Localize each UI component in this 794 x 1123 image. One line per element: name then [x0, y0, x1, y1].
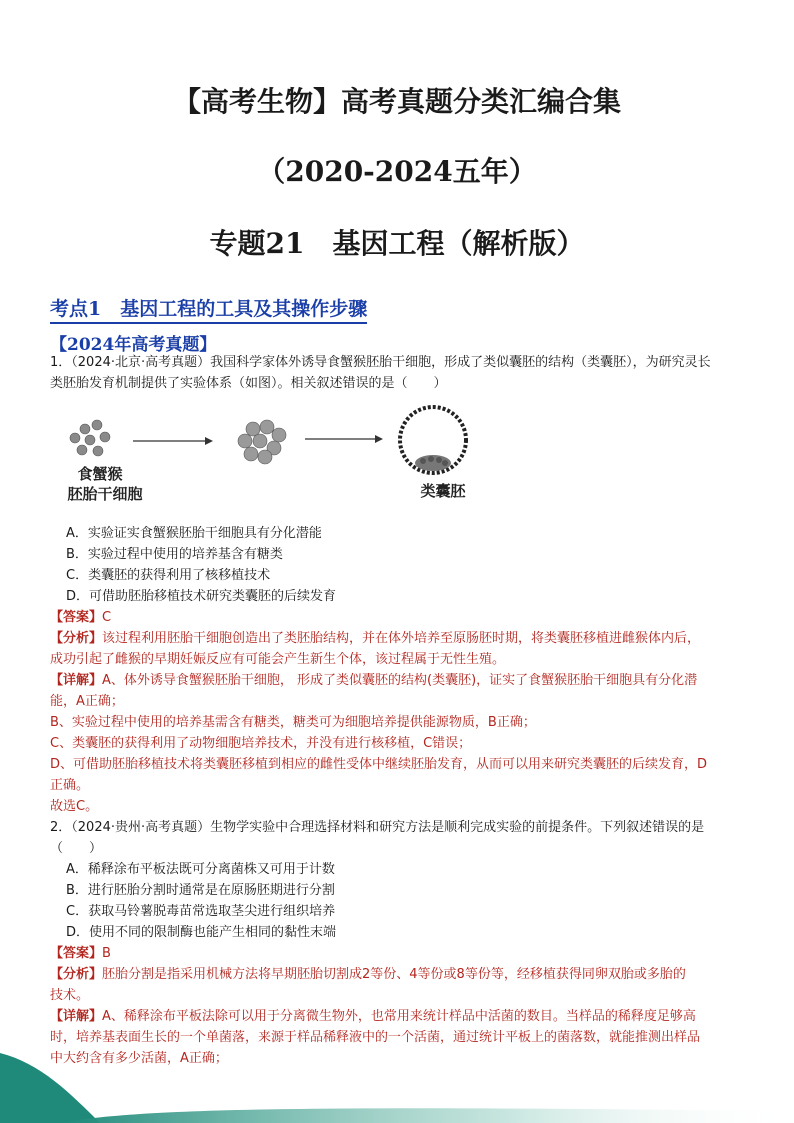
q2-detail-line2: 时，培养基表面生长的一个单菌落，来源于样品稀释液中的一个活菌，通过统计平板上的菌落数，就能推测出样品	[50, 1030, 701, 1045]
q1-analysis-line1	[50, 628, 762, 649]
q2-option-c: C．获取马铃薯脱毒苗常选取茎尖进行组织培养	[66, 904, 336, 919]
q1-stem-line1: 1．（2024·北京·高考真题）我国科学家体外诱导食蟹猴胚胎干细胞，形成了类似囊胚的结构（类囊胚），为研究灵长	[50, 355, 711, 370]
q2-option-a: A．稀释涂布平板法既可分离菌株又可用于计数	[66, 862, 335, 877]
analysis-tag: 【分析】	[50, 631, 103, 646]
answer-value: C	[102, 610, 112, 625]
footer-decoration	[0, 1033, 794, 1123]
q1-stem-line2: 类胚胎发育机制提供了实验体系（如图）。相关叙述错误的是（ ）	[50, 376, 447, 391]
q2-analysis-line1	[50, 964, 762, 985]
answer-tag: 【答案】	[50, 946, 103, 961]
figure-label-stem-cell-1: 食蟹猴	[77, 465, 123, 483]
analysis-tag: 【分析】	[50, 967, 103, 982]
q2-stem-line2: （ ）	[50, 841, 103, 856]
q1-figure	[55, 405, 495, 505]
q1-option-a: A．实验证实食蟹猴胚胎干细胞具有分化潜能	[66, 526, 322, 541]
detail-text: A、稀释涂布平板法除可以用于分离微生物外，也常用来统计样品中活菌的数目。当样品的稀释度足够高	[102, 1009, 696, 1024]
q1-option-d: D．可借助胚胎移植技术研究类囊胚的后续发育	[66, 589, 337, 604]
year-heading: 【2024年高考真题】	[50, 335, 217, 355]
q2-option-b: B．进行胚胎分割时通常是在原肠胚期进行分割	[66, 883, 335, 898]
q2-detail-line1	[50, 1006, 762, 1027]
q2-answer	[50, 943, 762, 964]
q2-option-d: D．使用不同的限制酶也能产生相同的黏性末端	[66, 925, 337, 940]
detail-tag: 【详解】	[50, 673, 103, 688]
analysis-text: 胚胎分割是指采用机械方法将早期胚胎切割成2等份、4等份或8等份等，经移植获得同卵双胎或多胎的	[102, 967, 686, 982]
blastoid-icon	[400, 407, 466, 473]
q2-analysis-line2: 技术。	[50, 988, 90, 1003]
detail-tag: 【详解】	[50, 1009, 103, 1024]
q1-analysis-line2: 成功引起了雌猴的早期妊娠反应有可能会产生新生个体，该过程属于无性生殖。	[50, 652, 506, 667]
figure-label-blastoid: 类囊胚	[420, 482, 466, 500]
q1-detail-line4: C、类囊胚的获得利用了动物细胞培养技术，并没有进行核移植，C错误；	[50, 736, 472, 751]
analysis-text: 该过程利用胚胎干细胞创造出了类胚胎结构，并在体外培养至原肠胚时期，将类囊胚移植进雌猴体内后，	[102, 631, 701, 646]
q1-detail-line3: B、实验过程中使用的培养基需含有糖类，糖类可为细胞培养提供能源物质，B正确；	[50, 715, 536, 730]
q2-stem-line1: 2．（2024·贵州·高考真题）生物学实验中合理选择材料和研究方法是顺利完成实验的前提条件。下列叙述错误的是	[50, 820, 705, 835]
q1-option-b: B．实验过程中使用的培养基含有糖类	[66, 547, 283, 562]
q1-answer	[50, 607, 762, 628]
detail-text: A、体外诱导食蟹猴胚胎干细胞， 形成了类似囊胚的结构(类囊胚)，证实了食蟹猴胚胎干细胞具有分化潜	[102, 673, 698, 688]
q1-detail-line6: 正确。	[50, 778, 90, 793]
answer-value: B	[102, 946, 111, 961]
answer-tag: 【答案】	[50, 610, 103, 625]
document-title: 【高考生物】高考真题分类汇编合集	[172, 85, 621, 118]
q1-conclusion: 故选C。	[50, 799, 99, 814]
q2-detail-line3: 中大约含有多少活菌，A正确；	[50, 1051, 228, 1066]
q1-detail-line5: D、可借助胚胎移植技术将类囊胚移植到相应的雌性受体中继续胚胎发育，从而可以用来研究类囊胚的后续发育，D	[50, 757, 708, 772]
q1-detail-line1	[50, 670, 762, 691]
topic-title: 专题21 基因工程（解析版）	[209, 227, 585, 260]
q1-option-c: C．类囊胚的获得利用了核移植技术	[66, 568, 271, 583]
section-heading: 考点1 基因工程的工具及其操作步骤	[50, 294, 367, 324]
stem-cells-icon	[70, 420, 110, 456]
q1-detail-line2: 能，A正确；	[50, 694, 124, 709]
document-subtitle: （2020-2024五年）	[257, 155, 537, 188]
figure-label-stem-cell-2: 胚胎干细胞	[67, 485, 143, 503]
cell-aggregate-icon	[238, 420, 286, 464]
